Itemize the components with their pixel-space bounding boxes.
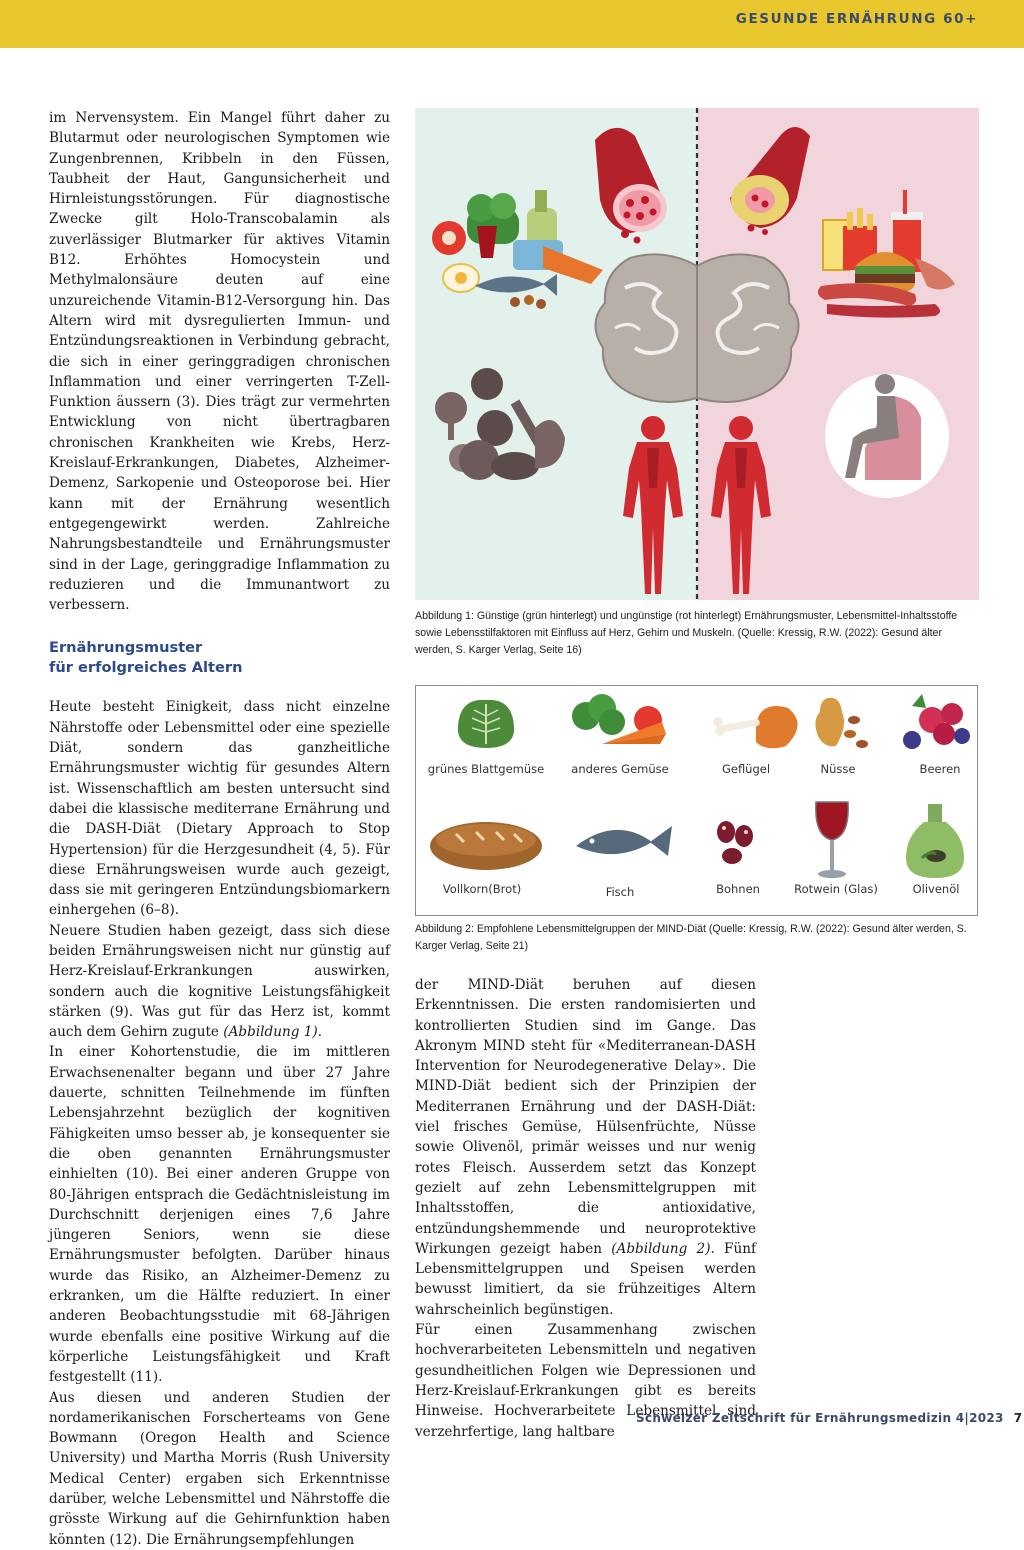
sedentary-person-icon bbox=[825, 374, 949, 498]
figure-2-mind-diet bbox=[415, 685, 978, 916]
paragraph-text: Neuere Studien haben gezeigt, dass sich diese beiden Ernährungsweisen nicht nur günstig auf Herz-Kreislauf-Erkrankungen auswirken, sondern auch die kognitive Leistungsfähigkeit stärken (9). Was gut für das Herz ist, kommt auch dem Gehirn zugute bbox=[49, 922, 390, 1041]
figure-reference: (Abbildung 2) bbox=[611, 1240, 711, 1257]
figure-reference: (Abbildung 1) bbox=[223, 1024, 318, 1041]
vegetables-icon bbox=[572, 694, 666, 744]
beans-icon bbox=[717, 821, 753, 864]
heading-line: für erfolgreiches Altern bbox=[49, 658, 243, 676]
food-group-label: Nüsse bbox=[820, 762, 856, 776]
red-wine-glass-icon bbox=[816, 802, 848, 878]
page-number: 7 bbox=[1013, 1411, 1023, 1425]
paragraph bbox=[49, 921, 390, 1043]
heading-line: Ernährungsmuster bbox=[49, 639, 203, 657]
paragraph: Für einen Zusammenhang zwischen hochverarbeiteten Lebensmitteln und negativen gesundheitlichen Folgen wie Depressionen und Herz-Kreislauf-Erkrankungen gibt es bereits Hinweise. Hochverarbeitete Lebensmittel sind verzehrfertige, lang haltbare bbox=[415, 1322, 756, 1440]
food-group-label: Olivenöl bbox=[912, 882, 960, 896]
paragraph-text: . bbox=[317, 1024, 323, 1041]
paragraph: Heute besteht Einigkeit, dass nicht einzelne Nährstoffe oder Lebensmittel oder eine spezielle Diät, sondern das ganzheitliche Ernährungsmuster wichtig für gesundes Altern ist. Wissenschaftlich am besten untersucht sind dabei die klassische mediterrane Ernährung und die DASH-Diät (Dietary Approach to Stop Hypertension) für die Herzgesundheit (4, 5). Für diese Ernährungsweisen wurde auch gezeigt, dass sie mit geringeren Entzündungsbiomarkern einhergehen (6–8). bbox=[49, 699, 390, 919]
nuts-icon bbox=[815, 698, 868, 748]
section-heading bbox=[49, 638, 390, 677]
header-bar bbox=[0, 0, 1024, 48]
figure-2-caption: Abbildung 2: Empfohlene Lebensmittelgruppen der MIND-Diät (Quelle: Kressig, R.W. (2022): Gesund älter werden, S. Karger Verlag, Seite 21) bbox=[415, 923, 967, 952]
food-group-label: Geflügel bbox=[721, 762, 771, 776]
paragraph bbox=[415, 975, 756, 1320]
paragraph: In einer Kohortenstudie, die im mittleren Erwachsenenalter begann und über 27 Jahre dauerte, schnitten Teilnehmende im fünften Lebensjahrzehnt bezüglich der kognitiven Fähigkeiten umso besser ab, je konsequenter sie die oben genannten Ernährungsmuster einhielten (10). Bei einer anderen Gruppe von 80-Jährigen entsprach die Gedächtnisleistung im Durchschnitt derjenigen eines 7,6 Jahre jüngeren Seniors, wenn sie diese Ernährungsmuster befolgten. Darüber hinaus wurde das Risiko, an Alzheimer-Demenz zu erkranken, um die Hälfte reduziert. In einer anderen Beobachtungsstudie mit 68-Jährigen wurde ebenfalls eine positive Wirkung auf die körperliche Leistungsfähigkeit und Kraft festgestellt (11). bbox=[49, 1044, 390, 1386]
wholegrain-bread-icon bbox=[430, 822, 542, 870]
food-group-label: Beeren bbox=[919, 762, 961, 776]
section-title: GESUNDE ERNÄHRUNG 60+ bbox=[735, 11, 978, 27]
olive-oil-bottle-icon bbox=[906, 804, 964, 878]
figure-2-svg bbox=[416, 686, 977, 915]
leafy-greens-icon bbox=[458, 700, 514, 748]
figure-1-illustration bbox=[415, 108, 979, 600]
food-group-label: anderes Gemüse bbox=[571, 762, 669, 776]
paragraph-text: der MIND-Diät beruhen auf diesen Erkenntnissen. Die ersten randomisierten und kontrollierten Studien sind im Gange. Das Akronym MIND steht für «Mediterranean-DASH Intervention for Neurodegenerative Delay». Die MIND-Diät bedient sich der Prinzipien der Mediterranen Ernährung und der DASH-Diät: viel frisches Gemüse, Hülsenfrüchte, Nüsse sowie Olivenöl, primär weisses und nur wenig rotes Fleisch. Ausserdem setzt das Konzept gezielt auf zehn Lebensmittelgruppen mit Inhaltsstoffen, die antioxidative, entzündungshemmende und neuroprotektive Wirkungen gezeigt haben bbox=[415, 977, 756, 1257]
berries-icon bbox=[903, 694, 970, 749]
right-column bbox=[415, 975, 756, 1442]
journal-title: Schweizer Zeitschrift für Ernährungsmedizin 4|2023 bbox=[636, 1411, 1004, 1425]
food-group-label: Rotwein (Glas) bbox=[794, 882, 878, 896]
food-group-label: Vollkorn(Brot) bbox=[442, 882, 522, 896]
figure-1-svg bbox=[415, 108, 979, 600]
food-group-label: grünes Blattgemüse bbox=[427, 762, 545, 776]
paragraph: Aus diesen und anderen Studien der nordamerikanischen Forscherteams von Gene Bowmann (Oregon Health and Science University) und Martha Morris (Rush University Medical Center) ergaben sich Erkenntnisse darüber, welche Lebensmittel und Nährstoffe die grösste Wirkung auf die Gehirnfunktion haben könnten (12). Die Ernährungsempfehlungen bbox=[49, 1389, 390, 1548]
poultry-icon bbox=[713, 706, 798, 748]
food-group-label: Bohnen bbox=[716, 882, 760, 896]
paragraph: im Nervensystem. Ein Mangel führt daher zu Blutarmut oder neurologischen Symptomen wie Zungenbrennen, Kribbeln in den Füssen, Taubheit der Haut, Gangunsicherheit und Hirnleistungsstörungen. Für diagnostische Zwecke gilt Holo-Transcobalamin als zuverlässiger Blutmarker für aktives Vitamin B12. Erhöhtes Homocystein und Methylmalonsäure deuten auf eine unzureichende Vitamin-B12-Versorgung hin. Das Altern wird mit dysregulierten Immun- und Entzündungsreaktionen in Verbindung gebracht, die sich in einer geringgradigen chronischen Inflammation und einer verringerten T-Zell-Funktion äussern (3). Dies trägt zur vermehrten Entwicklung von nicht übertragbaren chronischen Krankheiten wie Krebs, Herz-Kreislauf-Erkrankungen, Diabetes, Alzheimer-Demenz, Sarkopenie und Osteoporose bei. Hier kann mit der Ernährung wesentlich entgegengewirkt werden. Zahlreiche Nahrungsbestandteile und Ernährungsmuster sind in der Lage, geringgradige Inflammation zu reduzieren und die Immunantwort zu verbessern. bbox=[49, 110, 390, 614]
page-footer bbox=[636, 1411, 1022, 1425]
paragraph-text: . Fünf Lebensmittelgruppen und Speisen werden bewusst limitiert, da sie frühzeitiges Altern wahrscheinlich begünstigen. bbox=[415, 1240, 756, 1318]
left-column bbox=[49, 108, 390, 1550]
figure-1-caption: Abbildung 1: Günstige (grün hinterlegt) und ungünstige (rot hinterlegt) Ernährungsmuster, Lebensmittel-Inhaltsstoffe sowie Lebensstilfaktoren mit Einfluss auf Herz, Gehirn und Muskeln. (Quelle: Kressig, R.W. (2022): Gesund älter werden, S. Karger Verlag, Seite 16) bbox=[415, 610, 958, 656]
food-group-label: Fisch bbox=[605, 885, 635, 899]
fish-icon bbox=[576, 826, 672, 856]
brain-icon bbox=[595, 254, 798, 402]
